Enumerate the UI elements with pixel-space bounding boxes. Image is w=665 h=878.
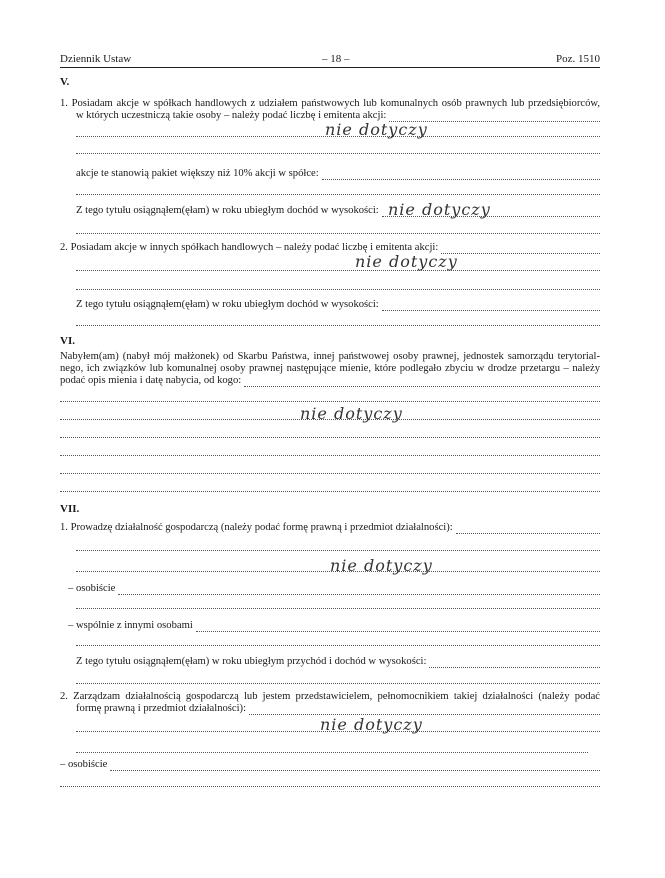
dotted-line[interactable] [60, 786, 600, 787]
dotted-line[interactable] [76, 608, 600, 609]
sec5-dochod-label: Z tego tytułu osiągnąłem(ęłam) w roku ubiegłym dochód w wysokości: [76, 205, 379, 216]
sec7-q2-osobiscie-label: – osobiście [60, 759, 108, 770]
dotted-line[interactable] [76, 233, 600, 234]
sec5-q2-dochod-field[interactable] [76, 299, 600, 311]
sec5-q2-label: 2. Posiadam akcje w innych spółkach handlowych – należy podać liczbę i emitenta akcji: [60, 242, 439, 253]
sec7-q1-label: 1. Prowadzę działalność gospodarczą (należy podać formę prawną i przedmiot działalności): [60, 522, 453, 533]
sec5-q2-field[interactable] [60, 242, 600, 254]
sec7-osobiscie-field[interactable] [68, 583, 600, 595]
handwritten-answer: nie dotyczy [330, 556, 433, 575]
section-v-title: V. [60, 76, 70, 88]
sec7-osobiscie-label: – osobiście [68, 583, 116, 594]
sec7-przychod-label: Z tego tytułu osiągnąłem(ęłam) w roku ubiegłym przychód i dochód w wysokości: [76, 656, 427, 667]
sec7-q2-label: formę prawną i przedmiot działalności): [76, 703, 247, 714]
dotted-line[interactable] [76, 325, 600, 326]
sec6-text-line: Nabyłem(am) (nabył mój małżonek) od Skarbu Państwa, innej państwowej osoby prawnej, jednostek samorządu terytorial- [60, 351, 600, 362]
section-vi-title: VI. [60, 335, 75, 347]
sec7-q2-text: 2. Zarządzam działalnością gospodarczą lub jestem przedstawicielem, pełnomocnikiem takiej działalności (należy podać [60, 691, 600, 702]
dotted-line[interactable] [76, 752, 588, 753]
dotted-line[interactable] [76, 571, 600, 572]
section-vii-title: VII. [60, 503, 80, 515]
dotted-line[interactable] [76, 645, 600, 646]
sec5-pakiet-field[interactable] [76, 168, 600, 180]
sec7-wspolnie-field[interactable] [68, 620, 600, 632]
sec7-q2-osobiscie-field[interactable] [60, 759, 600, 771]
dotted-line[interactable] [60, 455, 600, 456]
sec7-przychod-field[interactable] [76, 656, 600, 668]
dotted-line[interactable] [76, 550, 600, 551]
sec5-q2-dochod-label: Z tego tytułu osiągnąłem(ęłam) w roku ubiegłym dochód w wysokości: [76, 299, 379, 310]
page-number: – 18 – [322, 53, 350, 65]
sec6-label: podać opis mienia i datę nabycia, od kogo: [60, 375, 242, 386]
journal-name: Dziennik Ustaw [60, 53, 132, 65]
dotted-line[interactable] [76, 683, 600, 684]
sec7-q1-field[interactable] [60, 522, 600, 534]
sec6-text-line: nego, ich związków lub komunalnej osoby prawnej następujące mienie, które podlegało zbyciu w drodze przetargu – należy [60, 363, 600, 374]
dotted-line[interactable] [76, 153, 600, 154]
sec5-dochod-field[interactable] [76, 205, 600, 217]
sec5-q1-text: 1. Posiadam akcje w spółkach handlowych z udziałem państwowych lub komunalnych osób prawnych lub przedsiębiorców, [60, 98, 600, 109]
handwritten-answer: nie dotyczy [355, 252, 458, 271]
dotted-line[interactable] [60, 401, 600, 402]
page-header [60, 53, 600, 68]
dotted-line[interactable] [76, 194, 600, 195]
sec5-pakiet-label: akcje te stanowią pakiet większy niż 10% akcji w spółce: [76, 168, 319, 179]
dotted-line[interactable] [60, 491, 600, 492]
dotted-line[interactable] [76, 270, 600, 271]
sec5-q1-label: w których uczestniczą takie osoby – należy podać liczbę i emitenta akcji: [76, 110, 387, 121]
dotted-line[interactable] [76, 289, 600, 290]
handwritten-answer: nie dotyczy [320, 715, 423, 734]
handwritten-answer: nie dotyczy [325, 120, 428, 139]
handwritten-answer: nie dotyczy [300, 404, 403, 423]
handwritten-answer: nie dotyczy [388, 200, 491, 219]
dotted-line[interactable] [60, 437, 600, 438]
sec7-wspolnie-label: – wspólnie z innymi osobami [68, 620, 193, 631]
dotted-line[interactable] [60, 419, 600, 420]
sec6-field[interactable] [60, 375, 600, 387]
dotted-line[interactable] [60, 473, 600, 474]
position-number: Poz. 1510 [556, 53, 600, 65]
sec7-q2-field[interactable] [76, 703, 600, 715]
